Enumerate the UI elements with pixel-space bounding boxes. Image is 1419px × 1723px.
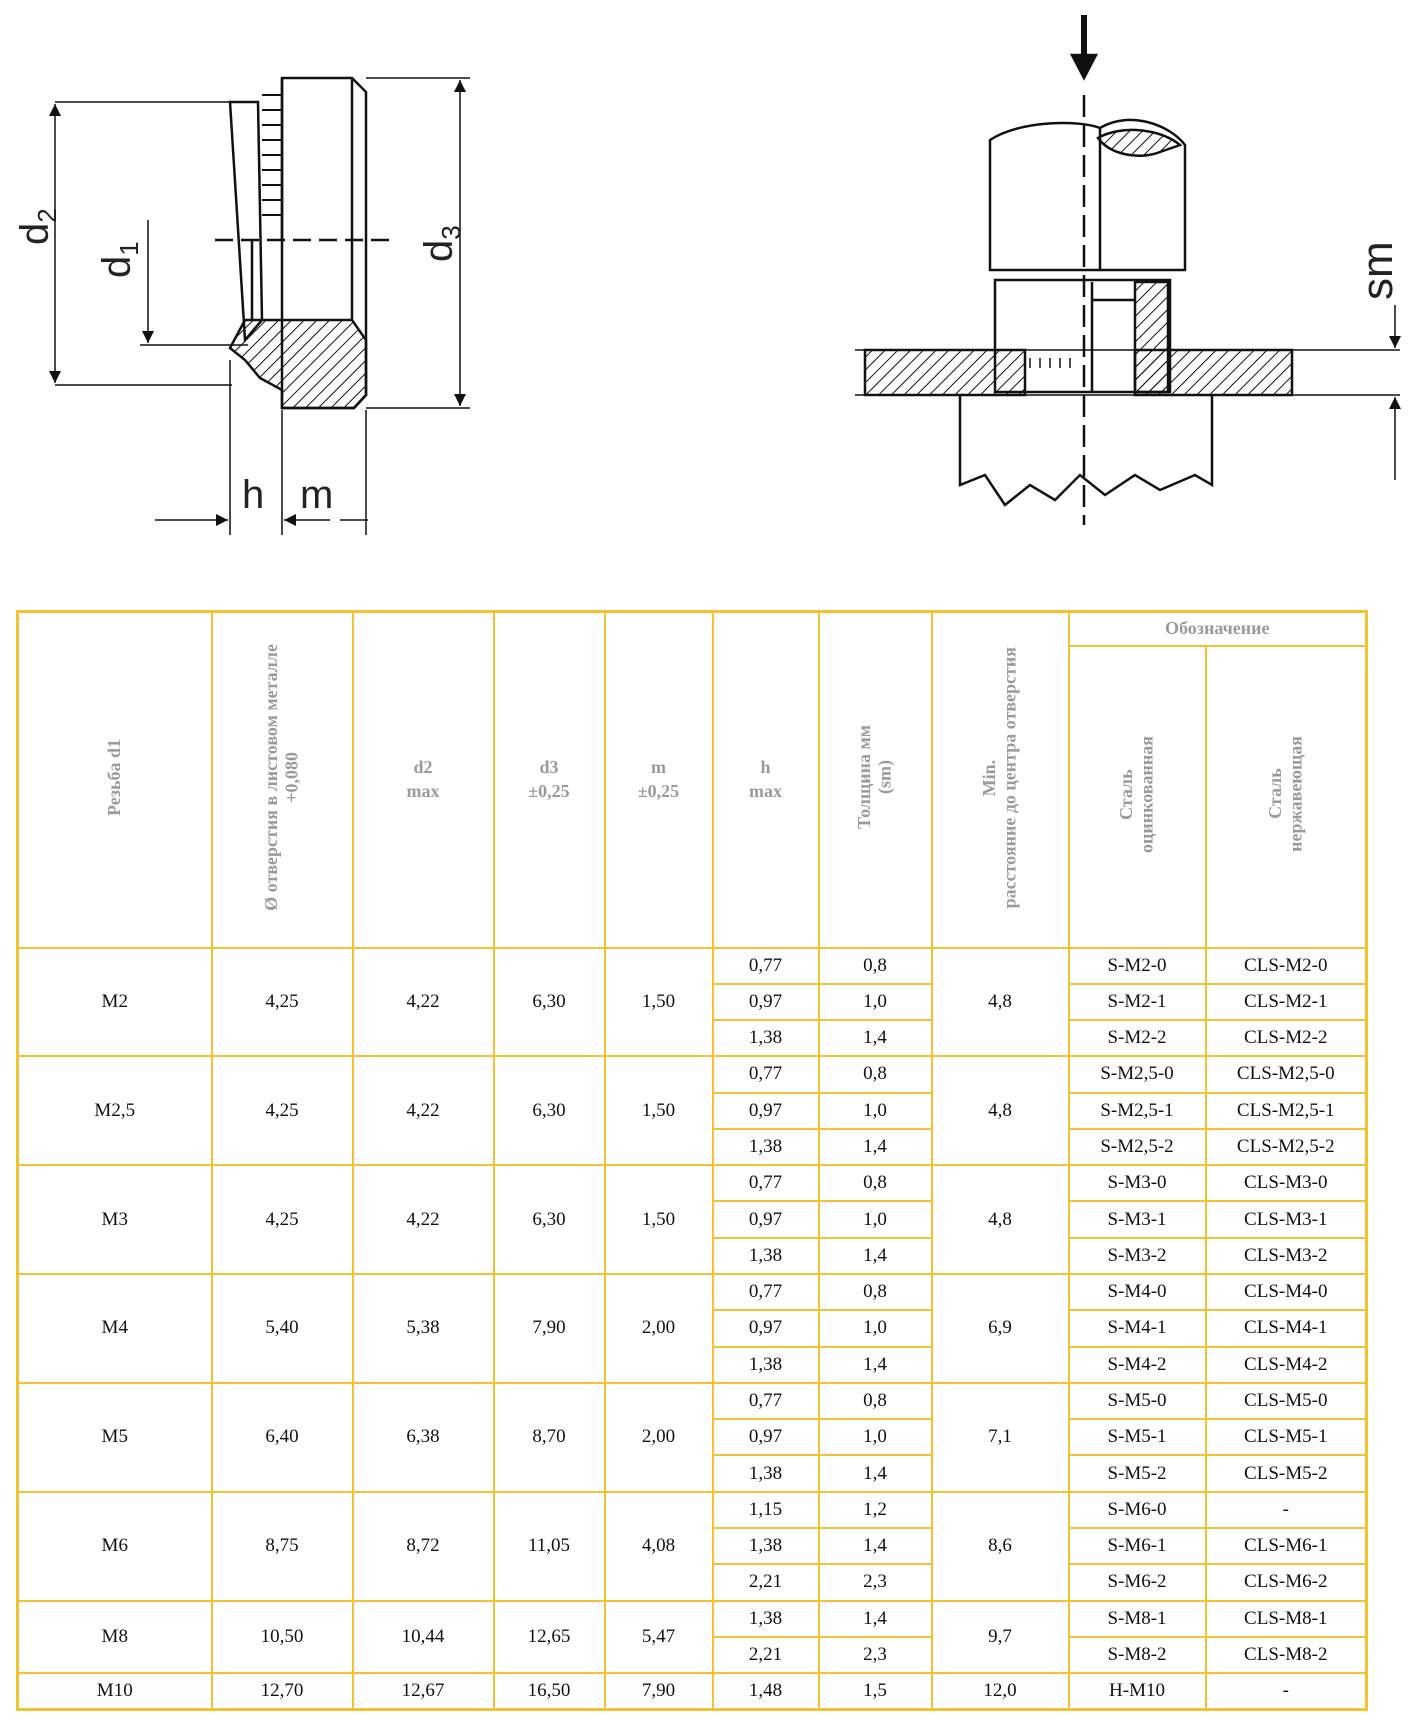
h-cell: 1,38 — [713, 1601, 819, 1637]
galvanized-code-cell: S-M5-2 — [1069, 1455, 1206, 1491]
table-row — [18, 1274, 1367, 1310]
thread-cell: M6 — [18, 1492, 212, 1601]
hole-diameter-cell: 4,25 — [212, 1165, 353, 1274]
m-cell: 5,47 — [605, 1601, 713, 1674]
stainless-code-cell: CLS-M3-1 — [1206, 1201, 1367, 1237]
galvanized-code-cell: S-M2,5-2 — [1069, 1129, 1206, 1165]
stainless-code-cell: CLS-M5-2 — [1206, 1455, 1367, 1491]
header-stainless-steel: Сталь нержавеющая — [1206, 646, 1367, 948]
thickness-cell: 1,0 — [819, 1419, 932, 1455]
galvanized-code-cell: H-M10 — [1069, 1673, 1206, 1709]
m-cell: 4,08 — [605, 1492, 713, 1601]
header-d3: d3 ±0,25 — [494, 612, 605, 948]
thread-cell: M10 — [18, 1673, 212, 1709]
thread-cell: M4 — [18, 1274, 212, 1383]
thickness-cell: 1,4 — [819, 1347, 932, 1383]
thickness-cell: 0,8 — [819, 1274, 932, 1310]
h-cell: 0,77 — [713, 1165, 819, 1201]
stainless-code-cell: CLS-M5-0 — [1206, 1383, 1367, 1419]
header-m: m ±0,25 — [605, 612, 713, 948]
stainless-code-cell: CLS-M2,5-2 — [1206, 1129, 1367, 1165]
galvanized-code-cell: S-M6-0 — [1069, 1492, 1206, 1528]
hole-diameter-cell: 4,25 — [212, 1056, 353, 1165]
galvanized-code-cell: S-M5-0 — [1069, 1383, 1206, 1419]
thread-cell: M5 — [18, 1383, 212, 1492]
galvanized-code-cell: S-M6-2 — [1069, 1564, 1206, 1600]
h-cell: 1,38 — [713, 1020, 819, 1056]
header-thread: Резьба d1 — [18, 612, 212, 948]
galvanized-code-cell: S-M3-1 — [1069, 1201, 1206, 1237]
min-distance-cell: 8,6 — [932, 1492, 1069, 1601]
table-row — [18, 1383, 1367, 1419]
table-row — [18, 1601, 1367, 1637]
min-distance-cell: 4,8 — [932, 948, 1069, 1057]
galvanized-code-cell: S-M8-2 — [1069, 1637, 1206, 1673]
stainless-code-cell: CLS-M3-0 — [1206, 1165, 1367, 1201]
sm-label: sm — [1353, 241, 1402, 300]
m-cell: 1,50 — [605, 948, 713, 1057]
d1-label: $d_1$ — [95, 241, 144, 278]
d2-cell: 4,22 — [353, 1056, 494, 1165]
d2-label: $d_2$ — [13, 208, 62, 245]
h-cell: 0,77 — [713, 1274, 819, 1310]
h-cell: 1,38 — [713, 1455, 819, 1491]
stainless-code-cell: CLS-M3-2 — [1206, 1238, 1367, 1274]
thickness-cell: 0,8 — [819, 1165, 932, 1201]
header-d2: d2 max — [353, 612, 494, 948]
h-cell: 1,38 — [713, 1347, 819, 1383]
table-row — [18, 1673, 1367, 1709]
thickness-cell: 2,3 — [819, 1637, 932, 1673]
thickness-cell: 1,4 — [819, 1601, 932, 1637]
galvanized-code-cell: S-M2,5-1 — [1069, 1093, 1206, 1129]
stainless-code-cell: CLS-M8-1 — [1206, 1601, 1367, 1637]
h-cell: 2,21 — [713, 1637, 819, 1673]
thickness-cell: 2,3 — [819, 1564, 932, 1600]
d3-cell: 6,30 — [494, 948, 605, 1057]
thickness-cell: 1,5 — [819, 1673, 932, 1709]
h-label: h — [242, 473, 265, 517]
min-distance-cell: 4,8 — [932, 1165, 1069, 1274]
galvanized-code-cell: S-M8-1 — [1069, 1601, 1206, 1637]
thickness-cell: 0,8 — [819, 948, 932, 984]
h-cell: 0,97 — [713, 1310, 819, 1346]
d3-cell: 6,30 — [494, 1165, 605, 1274]
m-label: m — [300, 473, 334, 517]
h-cell: 1,38 — [713, 1528, 819, 1564]
min-distance-cell: 7,1 — [932, 1383, 1069, 1492]
h-cell: 0,97 — [713, 984, 819, 1020]
hole-diameter-cell: 5,40 — [212, 1274, 353, 1383]
h-cell: 1,38 — [713, 1129, 819, 1165]
spec-table-body — [18, 948, 1367, 1710]
hole-diameter-cell: 8,75 — [212, 1492, 353, 1601]
galvanized-code-cell: S-M5-1 — [1069, 1419, 1206, 1455]
m-cell: 2,00 — [605, 1383, 713, 1492]
table-row — [18, 1165, 1367, 1201]
hole-diameter-cell: 4,25 — [212, 948, 353, 1057]
h-cell: 1,38 — [713, 1238, 819, 1274]
nut-section-drawing — [55, 78, 470, 535]
thread-cell: M2 — [18, 948, 212, 1057]
galvanized-code-cell: S-M3-2 — [1069, 1238, 1206, 1274]
installation-drawing — [855, 15, 1400, 525]
table-row — [18, 1056, 1367, 1092]
header-h: h max — [713, 612, 819, 948]
d3-cell: 8,70 — [494, 1383, 605, 1492]
h-cell: 1,48 — [713, 1673, 819, 1709]
thickness-cell: 0,8 — [819, 1056, 932, 1092]
m-cell: 1,50 — [605, 1165, 713, 1274]
d3-cell: 12,65 — [494, 1601, 605, 1674]
stainless-code-cell: CLS-M5-1 — [1206, 1419, 1367, 1455]
galvanized-code-cell: S-M4-0 — [1069, 1274, 1206, 1310]
stainless-code-cell: CLS-M6-2 — [1206, 1564, 1367, 1600]
thickness-cell: 1,4 — [819, 1020, 932, 1056]
thickness-cell: 1,0 — [819, 1310, 932, 1346]
galvanized-code-cell: S-M3-0 — [1069, 1165, 1206, 1201]
min-distance-cell: 9,7 — [932, 1601, 1069, 1674]
stainless-code-cell: CLS-M2,5-1 — [1206, 1093, 1367, 1129]
thread-cell: M2,5 — [18, 1056, 212, 1165]
h-cell: 2,21 — [713, 1564, 819, 1600]
d3-label: $d_3$ — [417, 225, 466, 262]
d2-cell: 8,72 — [353, 1492, 494, 1601]
table-row — [18, 1492, 1367, 1528]
stainless-code-cell: CLS-M2,5-0 — [1206, 1056, 1367, 1092]
stainless-code-cell: CLS-M4-2 — [1206, 1347, 1367, 1383]
thickness-cell: 0,8 — [819, 1383, 932, 1419]
h-cell: 0,97 — [713, 1201, 819, 1237]
d2-cell: 6,38 — [353, 1383, 494, 1492]
d2-cell: 12,67 — [353, 1673, 494, 1709]
galvanized-code-cell: S-M2-0 — [1069, 948, 1206, 984]
d2-cell: 10,44 — [353, 1601, 494, 1674]
d2-cell: 4,22 — [353, 948, 494, 1057]
technical-drawings — [0, 0, 1419, 580]
table-row — [18, 948, 1367, 984]
thread-cell: M8 — [18, 1601, 212, 1674]
min-distance-cell: 12,0 — [932, 1673, 1069, 1709]
m-cell: 2,00 — [605, 1274, 713, 1383]
stainless-code-cell: CLS-M4-0 — [1206, 1274, 1367, 1310]
hole-diameter-cell: 10,50 — [212, 1601, 353, 1674]
d3-cell: 16,50 — [494, 1673, 605, 1709]
header-min-distance: Min. расстояние до центра отверстия — [932, 612, 1069, 948]
galvanized-code-cell: S-M4-1 — [1069, 1310, 1206, 1346]
min-distance-cell: 4,8 — [932, 1056, 1069, 1165]
m-cell: 1,50 — [605, 1056, 713, 1165]
galvanized-code-cell: S-M2,5-0 — [1069, 1056, 1206, 1092]
galvanized-code-cell: S-M4-2 — [1069, 1347, 1206, 1383]
galvanized-code-cell: S-M2-2 — [1069, 1020, 1206, 1056]
header-thickness: Толщина мм (sm) — [819, 612, 932, 948]
d2-cell: 4,22 — [353, 1165, 494, 1274]
d2-cell: 5,38 — [353, 1274, 494, 1383]
thickness-cell: 1,0 — [819, 984, 932, 1020]
thickness-cell: 1,4 — [819, 1455, 932, 1491]
stainless-code-cell: - — [1206, 1492, 1367, 1528]
min-distance-cell: 6,9 — [932, 1274, 1069, 1383]
hole-diameter-cell: 12,70 — [212, 1673, 353, 1709]
galvanized-code-cell: S-M6-1 — [1069, 1528, 1206, 1564]
m-cell: 7,90 — [605, 1673, 713, 1709]
h-cell: 0,77 — [713, 948, 819, 984]
spec-table — [16, 610, 1368, 1711]
d3-cell: 6,30 — [494, 1056, 605, 1165]
stainless-code-cell: CLS-M4-1 — [1206, 1310, 1367, 1346]
galvanized-code-cell: S-M2-1 — [1069, 984, 1206, 1020]
h-cell: 1,15 — [713, 1492, 819, 1528]
thickness-cell: 1,0 — [819, 1093, 932, 1129]
thread-cell: M3 — [18, 1165, 212, 1274]
stainless-code-cell: CLS-M2-2 — [1206, 1020, 1367, 1056]
h-cell: 0,97 — [713, 1093, 819, 1129]
d3-cell: 11,05 — [494, 1492, 605, 1601]
h-cell: 0,97 — [713, 1419, 819, 1455]
header-galvanized-steel: Сталь оцинкованная — [1069, 646, 1206, 948]
hole-diameter-cell: 6,40 — [212, 1383, 353, 1492]
h-cell: 0,77 — [713, 1056, 819, 1092]
thickness-cell: 1,4 — [819, 1129, 932, 1165]
thickness-cell: 1,4 — [819, 1528, 932, 1564]
stainless-code-cell: CLS-M2-0 — [1206, 948, 1367, 984]
thickness-cell: 1,2 — [819, 1492, 932, 1528]
d3-cell: 7,90 — [494, 1274, 605, 1383]
header-designation: Обозначение — [1069, 612, 1367, 646]
header-hole-diameter: Ø отверстия в листовом металле +0,080 — [212, 612, 353, 948]
h-cell: 0,77 — [713, 1383, 819, 1419]
stainless-code-cell: CLS-M2-1 — [1206, 984, 1367, 1020]
thickness-cell: 1,4 — [819, 1238, 932, 1274]
thickness-cell: 1,0 — [819, 1201, 932, 1237]
stainless-code-cell: CLS-M8-2 — [1206, 1637, 1367, 1673]
stainless-code-cell: - — [1206, 1673, 1367, 1709]
stainless-code-cell: CLS-M6-1 — [1206, 1528, 1367, 1564]
